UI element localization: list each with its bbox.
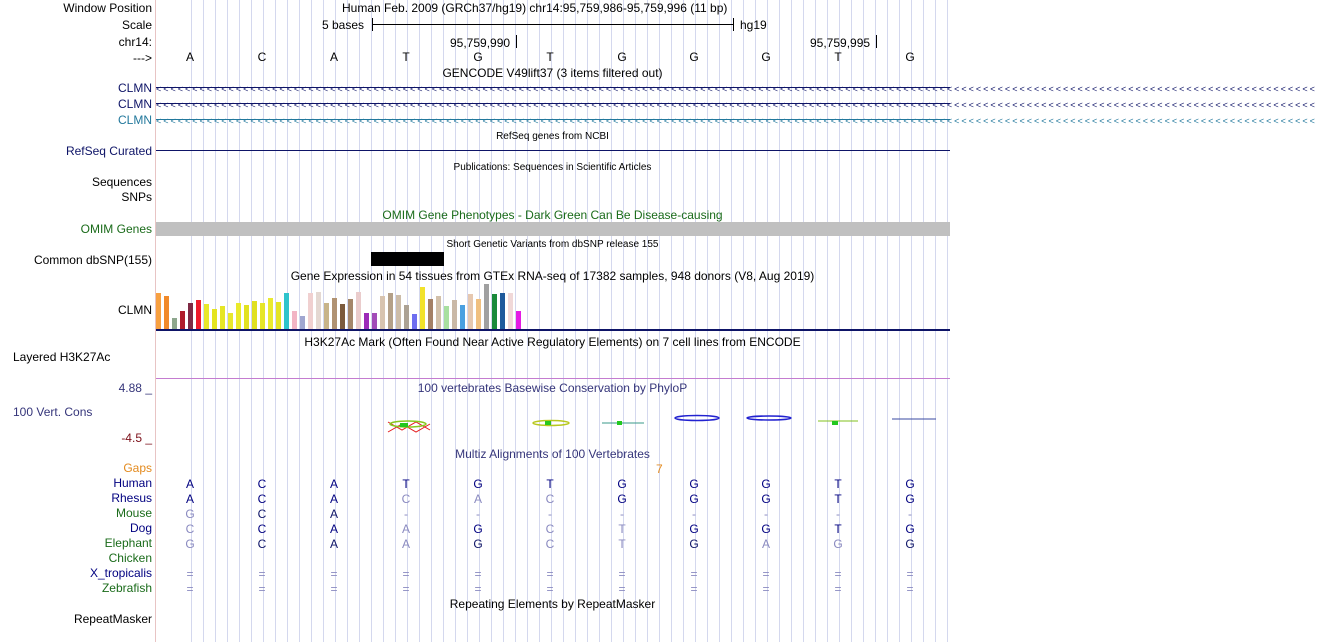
alignment-base: G [473,537,483,551]
alignment-base: = [402,582,410,596]
sequence-base: G [473,50,483,64]
alignment-base: A [761,537,770,551]
alignment-base: - [908,507,912,521]
phylop-min-label: -4.5 _ [121,431,152,445]
sequence-base: A [185,50,194,64]
alignment-base: G [905,492,915,506]
alignment-base: T [834,522,842,536]
alignment-base: G [473,477,483,491]
sequence-base: G [761,50,771,64]
alignment-base: - [764,507,768,521]
species-label[interactable]: X_tropicalis [89,566,152,580]
alignment-base: = [906,582,914,596]
sequence-base: G [905,50,915,64]
alignment-base: = [762,567,770,581]
gencode-gene-label[interactable]: CLMN [117,97,152,111]
alignment-base: C [257,507,267,521]
alignment-base: = [258,582,266,596]
scale-value: 5 bases [322,18,365,32]
alignment-base: A [329,507,338,521]
sequence-base: T [546,50,554,64]
refseq-curated-label[interactable]: RefSeq Curated [65,144,152,158]
dbsnp-label[interactable]: Common dbSNP(155) [33,253,152,267]
alignment-base: T [402,477,410,491]
gencode-gene-label[interactable]: CLMN [117,81,152,95]
alignment-base: G [689,522,699,536]
alignment-base: = [690,567,698,581]
phylop-track-title[interactable]: 100 vertebrates Basewise Conservation by PhyloP [417,381,688,395]
alignment-base: T [546,477,554,491]
alignment-base: G [617,477,627,491]
gencode-strand-arrows: <<<<<<<<<<<<<<<<<<<<<<<<<<<<<<<<<<<<<<<<<<<<<<<<<<<<<<<<<<<<<<<<<<<<<<<<<<<<<<<<<<<<<<<<<<<<<<<<<<<<<<<<<<<<<<<<<<<<<<<<<<<<<<<<<<<<<<<<<<<<<<<<<<<<<<<<<<<<<<<< [156,84,1317,94]
alignment-base: = [618,567,626,581]
alignment-base: C [545,522,555,536]
sequence-base: G [617,50,627,64]
alignment-base: = [618,582,626,596]
alignment-base: = [186,582,194,596]
alignment-base: G [905,477,915,491]
alignment-base: = [906,567,914,581]
scale-assembly: hg19 [740,18,767,32]
species-label[interactable]: Rhesus [111,491,152,505]
multiz-track-title[interactable]: Multiz Alignments of 100 Vertebrates [455,447,650,461]
chrom-label: chr14: [118,35,152,49]
alignment-base: = [330,582,338,596]
alignment-base: G [689,477,699,491]
alignment-base: = [186,567,194,581]
strand-label: ---> [133,51,152,65]
gaps-label[interactable]: Gaps [123,461,152,475]
h3k27ac-track-title[interactable]: H3K27Ac Mark (Often Found Near Active Regulatory Elements) on 7 cell lines from ENCODE [304,335,801,349]
alignment-base: C [545,537,555,551]
alignment-base: C [257,477,267,491]
alignment-base: T [618,537,626,551]
alignment-base: G [185,507,195,521]
alignment-base: A [185,477,194,491]
species-label[interactable]: Mouse [115,506,152,520]
alignment-base: G [761,492,771,506]
alignment-base: G [473,522,483,536]
species-label[interactable]: Human [113,476,152,490]
window-position-value: Human Feb. 2009 (GRCh37/hg19) chr14:95,759,986-95,759,996 (11 bp) [342,1,728,15]
alignment-base: = [762,582,770,596]
alignment-base: C [257,522,267,536]
alignment-base: = [546,582,554,596]
repeatmasker-label[interactable]: RepeatMasker [73,612,152,626]
alignment-base: T [834,492,842,506]
sequence-base: C [257,50,267,64]
species-label[interactable]: Chicken [108,551,152,565]
gencode-track-title[interactable]: GENCODE V49lift37 (3 items filtered out) [442,66,663,80]
alignment-base: - [404,507,408,521]
alignment-base: C [257,537,267,551]
alignment-base: = [474,567,482,581]
sequence-base: T [834,50,842,64]
alignment-base: G [689,492,699,506]
snps-label[interactable]: SNPs [121,190,152,204]
alignment-base: G [905,537,915,551]
phylop-max-label: 4.88 _ [118,381,152,395]
gaps-value: 7 [656,462,663,476]
alignment-base: = [258,567,266,581]
alignment-base: T [618,522,626,536]
alignment-base: G [905,522,915,536]
alignment-base: G [689,537,699,551]
gtex-gene-label[interactable]: CLMN [117,303,152,317]
species-label[interactable]: Elephant [104,536,152,550]
alignment-base: A [473,492,482,506]
alignment-base: = [474,582,482,596]
alignment-base: A [401,522,410,536]
phylop-label[interactable]: 100 Vert. Cons [13,405,93,419]
alignment-base: G [761,522,771,536]
sequence-base: A [329,50,338,64]
species-label[interactable]: Zebrafish [101,581,152,595]
h3k27ac-label[interactable]: Layered H3K27Ac [13,350,111,364]
sequence-base: G [689,50,699,64]
species-label[interactable]: Dog [129,521,152,535]
alignment-base: - [836,507,840,521]
coord-label-2: 95,759,995 [810,36,871,50]
gtex-track-title[interactable]: Gene Expression in 54 tissues from GTEx RNA-seq of 17382 samples, 948 donors (V8, Aug 2019) [290,269,815,283]
alignment-base: G [833,537,843,551]
window-position-label: Window Position [63,1,152,15]
publications-track-title[interactable]: Publications: Sequences in Scientific Articles [453,162,652,173]
dbsnp-track-title[interactable]: Short Genetic Variants from dbSNP release 155 [446,239,659,250]
alignment-base: = [834,567,842,581]
alignment-base: G [617,492,627,506]
alignment-base: C [545,492,555,506]
alignment-base: = [834,582,842,596]
alignment-base: G [761,477,771,491]
sequences-label[interactable]: Sequences [91,175,152,189]
alignment-base: A [401,537,410,551]
coord-label-1: 95,759,990 [450,36,511,50]
repeatmasker-track-title[interactable]: Repeating Elements by RepeatMasker [449,597,656,611]
gencode-strand-arrows: <<<<<<<<<<<<<<<<<<<<<<<<<<<<<<<<<<<<<<<<<<<<<<<<<<<<<<<<<<<<<<<<<<<<<<<<<<<<<<<<<<<<<<<<<<<<<<<<<<<<<<<<<<<<<<<<<<<<<<<<<<<<<<<<<<<<<<<<<<<<<<<<<<<<<<<<<<<<<<<< [156,116,1317,126]
alignment-base: C [257,492,267,506]
omim-track-title[interactable]: OMIM Gene Phenotypes - Dark Green Can Be Disease-causing [382,208,723,222]
scale-label: Scale [121,18,152,32]
alignment-base: G [185,537,195,551]
alignment-base: = [690,582,698,596]
omim-genes-label[interactable]: OMIM Genes [80,222,152,236]
alignment-base: A [329,522,338,536]
alignment-base: = [330,567,338,581]
alignment-base: A [185,492,194,506]
alignment-base: = [402,567,410,581]
alignment-base: T [834,477,842,491]
alignment-base: = [546,567,554,581]
alignment-base: - [548,507,552,521]
alignment-base: - [692,507,696,521]
gencode-gene-label[interactable]: CLMN [117,113,152,127]
alignment-base: C [401,492,411,506]
gencode-strand-arrows: <<<<<<<<<<<<<<<<<<<<<<<<<<<<<<<<<<<<<<<<<<<<<<<<<<<<<<<<<<<<<<<<<<<<<<<<<<<<<<<<<<<<<<<<<<<<<<<<<<<<<<<<<<<<<<<<<<<<<<<<<<<<<<<<<<<<<<<<<<<<<<<<<<<<<<<<<<<<<<<< [156,100,1317,110]
alignment-base: - [620,507,624,521]
alignment-base: A [329,537,338,551]
refseq-track-title[interactable]: RefSeq genes from NCBI [496,131,609,142]
alignment-base: A [329,477,338,491]
alignment-base: A [329,492,338,506]
sequence-base: T [402,50,410,64]
alignment-base: C [185,522,195,536]
alignment-base: - [476,507,480,521]
